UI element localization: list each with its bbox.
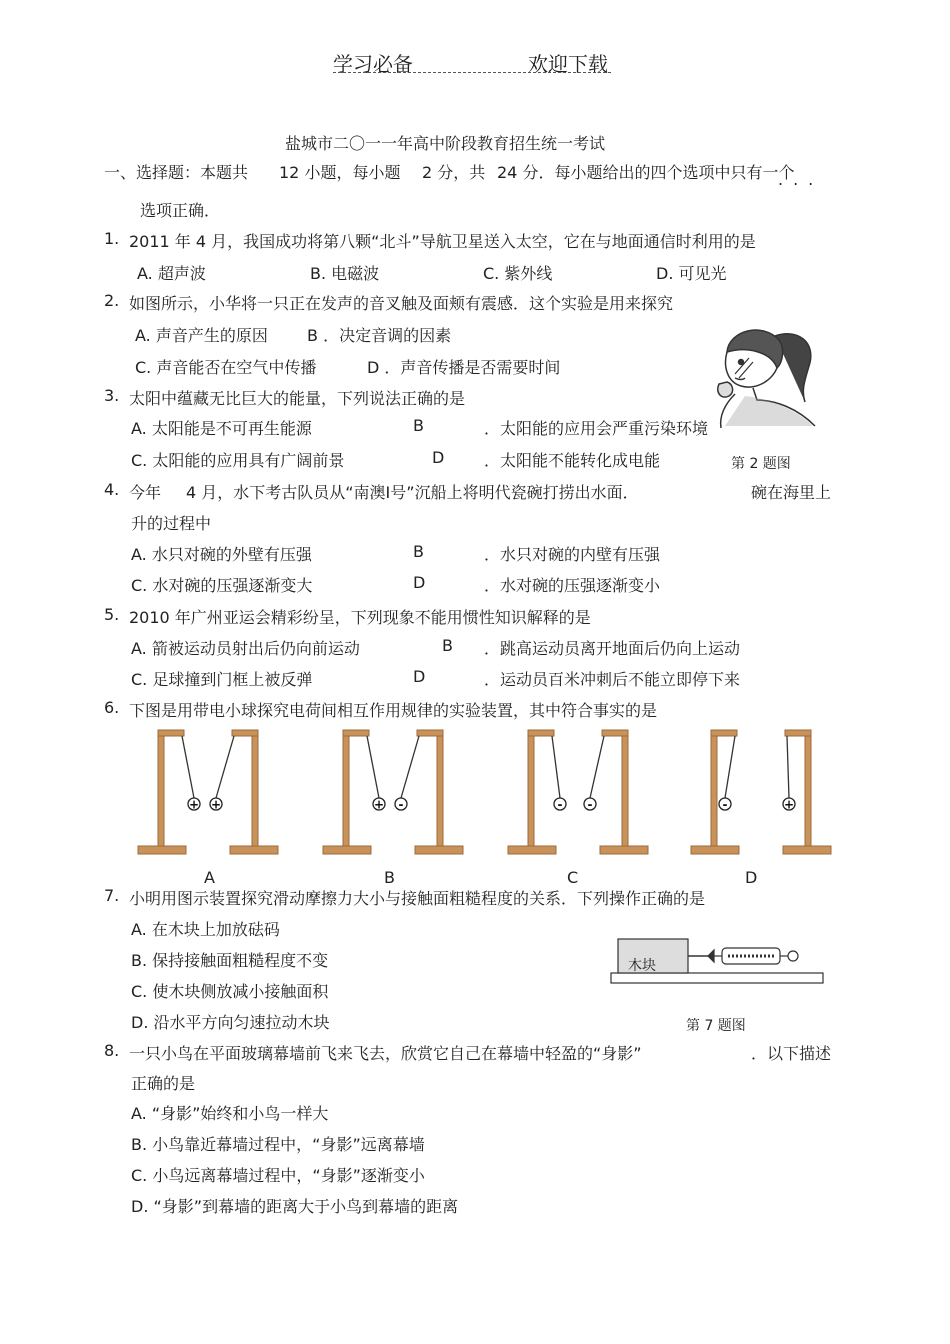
q6-option-label-d: D <box>745 868 758 887</box>
q5-option-b: ．跳高运动员离开地面后仍向上运动 <box>484 639 741 658</box>
q7-figure-caption: 第 7 题图 <box>686 1018 746 1034</box>
header-underline <box>333 72 611 73</box>
section-intro-line2: 选项正确． <box>140 201 221 220</box>
q7-stem: 小明用图示装置探究滑动摩擦力大小与接触面粗糙程度的关系．下列操作正确的是 <box>129 889 706 908</box>
q6-option-label-a: A <box>204 868 215 887</box>
q3-option-d-label: D <box>432 448 445 467</box>
q8-stem-c: 正确的是 <box>131 1074 196 1093</box>
charge-sign-right: - <box>587 797 593 812</box>
q3-option-a: A. 太阳能是不可再生能源 <box>131 419 312 438</box>
exam-title: 盐城市二〇一一年高中阶段教育招生统一考试 <box>285 134 606 153</box>
q8-option-d: D. “身影”到幕墙的距离大于小鸟到幕墙的距离 <box>131 1197 459 1216</box>
emphasis-dots: ... <box>778 170 824 189</box>
q8-option-b: B. 小鸟靠近幕墙过程中，“身影”远离幕墙 <box>131 1135 425 1154</box>
q5-option-c: C. 足球撞到门框上被反弹 <box>131 670 313 689</box>
q1-option-a: A. 超声波 <box>137 264 206 283</box>
charge-sign-right: + <box>783 797 795 812</box>
section-intro-c: 2 分，共 <box>422 163 486 182</box>
q2-option-a: A. 声音产生的原因 <box>135 326 268 345</box>
q1-option-c: C. 紫外线 <box>483 264 553 283</box>
q1-option-d: D. 可见光 <box>656 264 727 283</box>
header-right: 欢迎下载 <box>528 52 608 76</box>
q8-number: 8. <box>104 1041 120 1060</box>
q3-stem: 太阳中蕴藏无比巨大的能量，下列说法正确的是 <box>129 389 466 408</box>
q2-number: 2. <box>104 291 120 310</box>
q6-option-label-b: B <box>384 868 395 887</box>
section-intro-b: 12 小题，每小题 <box>279 163 401 182</box>
q4-option-d-label: D <box>413 573 426 592</box>
q4-stem-d: 升的过程中 <box>131 514 212 533</box>
q3-option-c: C. 太阳能的应用具有广阔前景 <box>131 451 345 470</box>
q2-stem: 如图所示，小华将一只正在发声的音叉触及面颊有震感．这个实验是用来探究 <box>129 294 674 313</box>
pendulum-apparatus-d <box>691 728 831 858</box>
q8-option-c: C. 小鸟远离幕墙过程中，“身影”逐渐变小 <box>131 1166 425 1185</box>
q1-number: 1. <box>104 229 120 248</box>
q5-stem: 2010 年广州亚运会精彩纷呈，下列现象不能用惯性知识解释的是 <box>129 608 591 627</box>
charge-sign-left: - <box>557 797 563 812</box>
q5-number: 5. <box>104 605 120 624</box>
q4-stem-a: 今年 <box>129 483 162 502</box>
q6-number: 6. <box>104 698 120 717</box>
block-label: 木块 <box>628 958 656 974</box>
q3-option-b-label: B <box>413 416 424 435</box>
pendulum-apparatus-a <box>138 728 278 858</box>
q4-option-c: C. 水对碗的压强逐渐变大 <box>131 576 313 595</box>
q2-option-c: C. 声音能否在空气中传播 <box>135 358 317 377</box>
q7-option-c: C. 使木块侧放减小接触面积 <box>131 982 329 1001</box>
q5-option-d: ．运动员百米冲刺后不能立即停下来 <box>484 670 741 689</box>
q4-option-d: ．水对碗的压强逐渐变小 <box>484 576 661 595</box>
q7-option-a: A. 在木块上加放砝码 <box>131 920 280 939</box>
charge-sign-left: + <box>188 797 200 812</box>
pendulum-apparatus-b <box>323 728 463 858</box>
q8-option-a: A. “身影”始终和小鸟一样大 <box>131 1104 329 1123</box>
section-intro-d: 24 分．每小题给出的四个选项中只有一个 <box>497 163 795 182</box>
q6-stem: 下图是用带电小球探究电荷间相互作用规律的实验装置，其中符合事实的是 <box>129 701 658 720</box>
header-left: 学习必备 <box>333 52 413 76</box>
q3-option-b: ．太阳能的应用会严重污染环境 <box>484 419 709 438</box>
q8-stem-b: ．以下描述 <box>751 1044 832 1063</box>
q7-option-b: B. 保持接触面粗糙程度不变 <box>131 951 329 970</box>
q8-stem-a: 一只小鸟在平面玻璃幕墙前飞来飞去，欣赏它自己在幕墙中轻盈的“身影” <box>129 1044 642 1063</box>
q4-number: 4. <box>104 480 120 499</box>
q4-stem-c: 碗在海里上 <box>751 483 832 502</box>
q7-option-d: D. 沿水平方向匀速拉动木块 <box>131 1013 330 1032</box>
q4-option-a: A. 水只对碗的外壁有压强 <box>131 545 312 564</box>
charge-sign-left: - <box>722 797 728 812</box>
q6-option-label-c: C <box>567 868 579 887</box>
q2-option-b: B ．决定音调的因素 <box>307 326 452 345</box>
spring-scale <box>708 948 798 964</box>
section-intro-a: 一、选择题：本题共 <box>104 163 249 182</box>
charge-sign-right: + <box>210 797 222 812</box>
q4-option-b-label: B <box>413 542 424 561</box>
q4-option-b: ．水只对碗的内壁有压强 <box>484 545 661 564</box>
q7-number: 7. <box>104 886 120 905</box>
charge-sign-left: + <box>373 797 385 812</box>
q5-option-d-label: D <box>413 667 426 686</box>
q3-option-d: ．太阳能不能转化成电能 <box>484 451 661 470</box>
q2-figure-caption: 第 2 题图 <box>731 456 791 472</box>
pendulum-apparatus-c <box>508 728 648 858</box>
q3-number: 3. <box>104 386 120 405</box>
q4-stem-b: 4 月，水下考古队员从“南澳Ⅰ号”沉船上将明代瓷碗打捞出水面． <box>186 483 639 502</box>
q5-option-b-label: B <box>442 636 453 655</box>
q1-option-b: B. 电磁波 <box>310 264 380 283</box>
q5-option-a: A. 箭被运动员射出后仍向前运动 <box>131 639 360 658</box>
girl-tuning-fork-figure <box>705 322 825 432</box>
q2-option-d: D ．声音传播是否需要时间 <box>367 358 561 377</box>
q1-stem: 2011 年 4 月，我国成功将第八颗“北斗”导航卫星送入太空，它在与地面通信时利用的是 <box>129 232 756 251</box>
charge-sign-right: - <box>398 797 404 812</box>
